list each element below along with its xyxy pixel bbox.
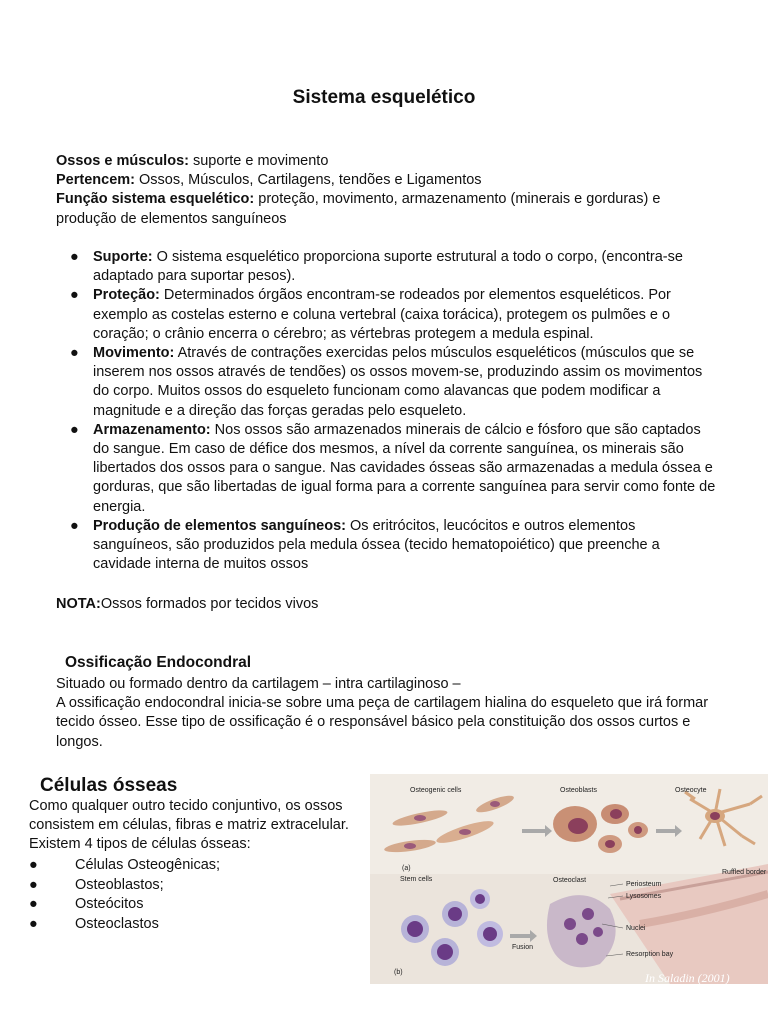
cells-description: Como qualquer outro tecido conjuntivo, os ossos consistem em células, fibras e matriz extracelular. Existem 4 tipos de células ósseas:	[29, 798, 349, 853]
bullet-text: Os eritrócitos, leucócitos e outros elementos sanguíneos, são produzidos pela medula óssea (tecido hematopoiético) que preenche a cavidade interna de muitos ossos	[93, 517, 660, 573]
ossificacao-line: Situado ou formado dentro da cartilagem – intra cartilaginoso –	[56, 676, 461, 692]
figure-label: Stem cells	[400, 876, 433, 883]
cell-type: Osteoclastos	[75, 915, 159, 932]
list-item	[29, 915, 359, 935]
intro-label: Pertencem:	[56, 172, 135, 189]
list-item	[29, 895, 359, 915]
bullet-icon: ●	[29, 876, 38, 893]
list-item	[56, 344, 716, 421]
bullet-icon: ●	[70, 345, 79, 362]
note-label: NOTA:	[56, 596, 101, 612]
bullet-text: Determinados órgãos encontram-se rodeados por elementos esqueléticos. Por exemplo as costelas esterno e coluna vertebral (caixa torácica), protegem os pulmões e o coração; o crânio encerra o cérebro; as vértebras protegem a medula espinal.	[93, 287, 671, 342]
figure-label: Osteoblasts	[560, 787, 597, 794]
intro-text: suporte e movimento	[188, 153, 329, 169]
intro-section	[56, 152, 716, 229]
intro-label: Função sistema esquelético:	[56, 191, 255, 208]
cell-type: Osteócitos	[75, 896, 144, 913]
figure-label: Nuclei	[626, 925, 646, 932]
figure-label: Osteoclast	[553, 877, 587, 884]
figure-credit: In Saladin (2001)	[645, 971, 730, 984]
intro-label: Ossos e músculos:	[56, 153, 189, 169]
functions-list	[56, 248, 716, 574]
figure-label: (a)	[402, 865, 411, 872]
ossificacao-line: A ossificação endocondral inicia-se sobre uma peça de cartilagem hialina do esqueleto que irá formar tecido ósseo. Esse tipo de ossificação é o responsável básico pela constituição dos ossos curtos e longos.	[56, 695, 709, 750]
bullet-icon: ●	[70, 249, 79, 265]
bullet-label: Produção de elementos sanguíneos:	[93, 517, 346, 534]
list-item	[56, 517, 716, 575]
section-heading: Células ósseas	[40, 775, 178, 796]
bullet-label: Movimento:	[93, 345, 175, 362]
ossificacao-text	[56, 675, 716, 752]
bullet-label: Suporte:	[93, 249, 153, 265]
figure-label: Ruffled border	[722, 869, 767, 876]
bullet-icon: ●	[29, 896, 38, 913]
intro-line	[56, 190, 716, 228]
figure-label: Fusion	[512, 944, 534, 951]
list-item	[56, 286, 716, 344]
figure-label: (b)	[394, 969, 403, 976]
cell-types-list	[29, 856, 359, 934]
cell-type: Células Osteogênicas;	[75, 857, 221, 873]
intro-text: Ossos, Músculos, Cartilagens, tendões e Ligamentos	[134, 172, 482, 189]
list-item	[56, 421, 716, 517]
cell-type: Osteoblastos;	[75, 876, 164, 893]
bone-cells-illustration	[370, 774, 768, 984]
bullet-icon: ●	[29, 857, 38, 873]
bullet-text: O sistema esquelético proporciona suporte estrutural a todo o corpo, (encontra-se adaptado para suportar pesos).	[93, 249, 683, 285]
note-text: Ossos formados por tecidos vivos	[100, 596, 319, 612]
list-item	[29, 876, 359, 896]
bullet-label: Armazenamento:	[93, 421, 211, 438]
figure-label: Periosteum	[626, 881, 662, 888]
osteoclast-drawing	[547, 895, 616, 967]
bullet-text: Nos ossos são armazenados minerais de cálcio e fósforo que são captados do sangue. Em caso de défice dos mesmos, a nível da corrente sanguínea, os minerais são libertados dos ossos para o sangue. Nas cavidades ósseas são armazenadas a medula óssea e gorduras, que são libertadas de igual forma para a corrente sanguínea para servir como fonte de energia.	[93, 421, 716, 515]
figure-label: Osteogenic cells	[410, 787, 462, 794]
list-item	[29, 856, 359, 876]
figure-label: Lysosomes	[626, 893, 662, 900]
bullet-icon: ●	[70, 421, 79, 438]
intro-line	[56, 171, 716, 190]
bullet-label: Proteção:	[93, 287, 160, 304]
figure-label: Osteocyte	[675, 787, 707, 794]
bullet-icon: ●	[70, 517, 79, 534]
note	[56, 595, 716, 614]
page-title: Sistema esquelético	[292, 87, 476, 108]
bullet-text: Através de contrações exercidas pelos músculos esqueléticos (músculos que se inserem nos ossos através de tendões) os ossos movem-se, produzindo assim os movimentos do corpo. Muitos ossos do esqueleto funcionam como alavancas que podem modificar a magnitude e a direção das forças geradas pelo esqueleto.	[93, 345, 703, 419]
bullet-icon: ●	[29, 915, 38, 932]
figure-label: Resorption bay	[626, 951, 674, 958]
section-heading: Ossificação Endocondral	[65, 654, 252, 671]
intro-line	[56, 152, 716, 171]
intro-text: proteção, movimento, armazenamento (minerais e gorduras) e produção de elementos sanguíneos	[56, 191, 661, 227]
list-item	[56, 248, 716, 286]
bullet-icon: ●	[70, 287, 79, 304]
